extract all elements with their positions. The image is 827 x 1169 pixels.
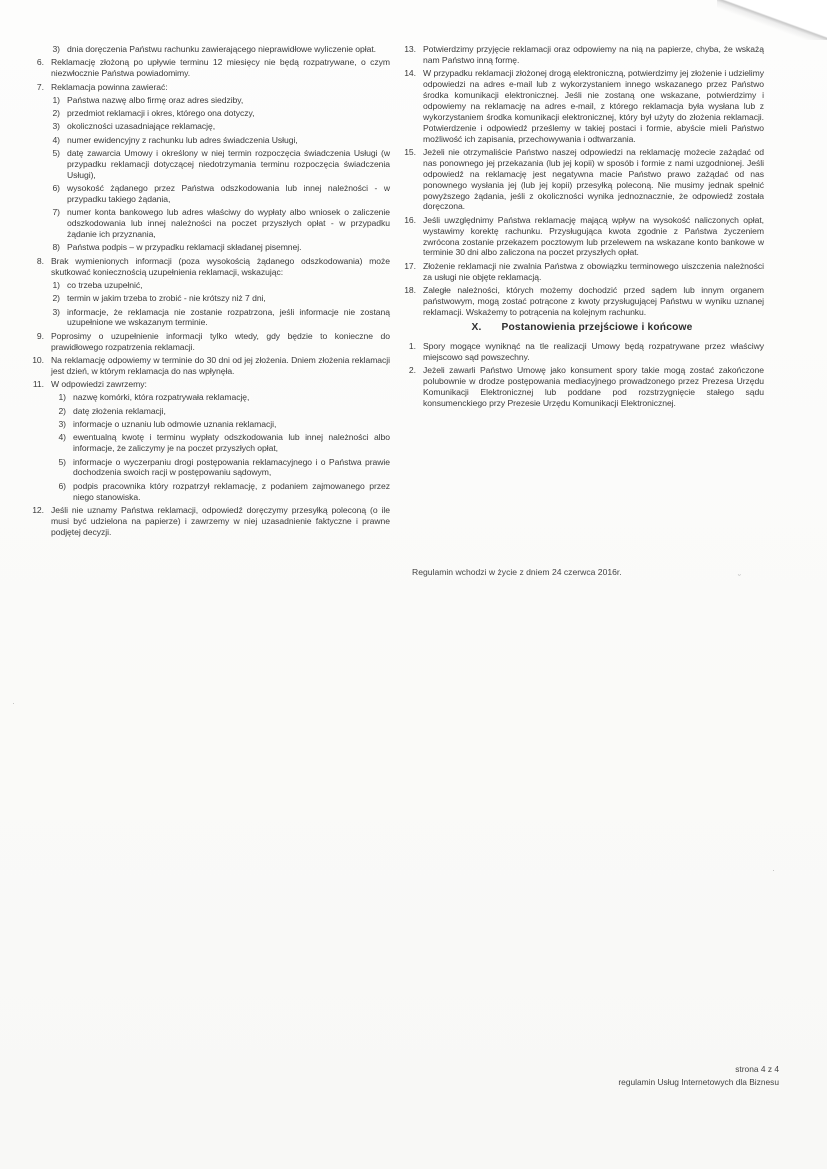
clause-number: 1)	[52, 279, 60, 290]
clause-number: 17.	[404, 260, 416, 271]
clause-text: Państwa podpis – w przypadku reklamacji składanej pisemnej.	[67, 242, 302, 253]
numbered-clause	[28, 82, 390, 93]
sub-clause	[44, 392, 390, 403]
clause-number: 8)	[52, 242, 60, 253]
sub-clause	[44, 148, 390, 181]
clause-number: 9.	[36, 330, 44, 341]
clause-text: Złożenie reklamacji nie zwalnia Państwa z obowiązku terminowego uiszczenia należności za usługi nie objęte reklamacją.	[423, 260, 764, 282]
clause-number: 6)	[58, 480, 66, 491]
clause-text: informacje o wyczerpaniu drogi postępowania reklamacyjnego i o Państwa prawie dochodzenia swoich racji w postępowaniu sądowym,	[73, 456, 390, 478]
sub-clause	[44, 481, 390, 503]
clause-number: 4)	[52, 134, 60, 145]
numbered-clause	[400, 147, 764, 212]
numbered-clause	[28, 331, 390, 353]
sub-clause	[44, 280, 390, 291]
clause-text: informacje, że reklamacja nie zostanie rozpatrzona, jeśli informacje nie zostaną uzupełnione we wskazanym terminie.	[67, 306, 390, 328]
clause-number: 2)	[58, 405, 66, 416]
numbered-clause	[28, 355, 390, 377]
clause-text: nazwę komórki, która rozpatrywała reklamację,	[73, 392, 250, 403]
sub-clause	[44, 44, 390, 55]
clause-text: Jeżeli nie otrzymaliście Państwo naszej odpowiedzi na reklamację możecie zażądać od nas ponownego jej przekazania (lub jej kopii) w sposób i formie z nami uzgodnionej. Jeśli odpowiedź na reklamację jest negatywna macie Państwo prawo zażądać od nas ponownego wysłania jej (lub jej kopii) przesyłką poleconą. Nie musimy jednak spełnić powyższego żądania, jeśli z okoliczności wynika jednoznacznie, że odpowiedź została doręczona.	[423, 146, 764, 212]
right-column	[400, 44, 764, 411]
numbered-clause	[400, 215, 764, 259]
sub-clause	[44, 183, 390, 205]
numbered-clause	[400, 285, 764, 318]
clause-text: numer ewidencyjny z rachunku lub adres świadczenia Usługi,	[67, 134, 298, 145]
clause-number: 13.	[404, 44, 416, 54]
clause-text: datę złożenia reklamacji,	[73, 405, 166, 416]
clause-number: 10.	[32, 354, 44, 365]
numbered-clause	[400, 68, 764, 144]
page-number: strona 4 z 4	[735, 1064, 779, 1074]
clause-text: Państwa nazwę albo firmę oraz adres siedziby,	[67, 94, 244, 105]
numbered-clause	[400, 341, 764, 363]
numbered-clause	[400, 365, 764, 409]
sub-clause	[44, 242, 390, 253]
clause-number: 3)	[52, 121, 60, 132]
clause-text: dnia doręczenia Państwu rachunku zawierającego nieprawidłowe wyliczenie opłat.	[67, 44, 376, 54]
clause-number: 6.	[36, 57, 44, 68]
clause-number: 3)	[52, 44, 60, 54]
clause-text: Potwierdzimy przyjęcie reklamacji oraz odpowiemy na nią na papierze, chyba, że wskażą nam Państwo inną formę.	[423, 44, 764, 65]
sub-clause	[44, 121, 390, 132]
clause-text: Zaległe należności, których możemy dochodzić przed sądem lub innym organem państwowym, mogą zostać potrącone z kwoty przysługującej Państwu w wyniku uznanej reklamacji. Wskażemy to potrącenia na kolejnym rachunku.	[423, 284, 764, 317]
clause-text: Jeśli nie uznamy Państwa reklamacji, odpowiedź doręczymy przesyłką poleconą (o ile musi być udzielona na papierze) i zawrzemy w niej uzasadnienie faktyczne i prawne podjętej decyzji.	[51, 504, 390, 537]
clause-number: 7)	[52, 207, 60, 218]
sub-clause	[44, 457, 390, 479]
numbered-clause	[28, 379, 390, 390]
section-items	[400, 341, 764, 409]
sub-clause	[44, 419, 390, 430]
clause-number: 3)	[58, 419, 66, 429]
page-footer	[618, 1063, 779, 1088]
clause-text: Spory mogące wyniknąć na tle realizacji Umowy będą rozpatrywane przez właściwy miejscowo sąd powszechny.	[423, 340, 764, 362]
clause-number: 2)	[52, 108, 60, 119]
scan-speck: ˘	[738, 573, 741, 583]
sub-clause	[44, 207, 390, 240]
clause-number: 1)	[58, 392, 66, 403]
clause-text: podpis pracownika który rozpatrzył reklamację, z podaniem zajmowanego przez niego stanowiska.	[73, 480, 390, 502]
clause-number: 1.	[408, 340, 416, 351]
numbered-clause	[28, 256, 390, 278]
folded-corner	[717, 0, 827, 40]
section-title: Postanowienia przejściowe i końcowe	[501, 321, 693, 333]
clause-number: 3)	[52, 306, 60, 317]
clause-text: Reklamacja powinna zawierać:	[51, 81, 168, 92]
clause-text: Brak wymienionych informacji (poza wysokością żądanego odszkodowania) może skutkować koniecznością uzupełnienia reklamacji, wskazując:	[51, 255, 390, 277]
validity-note: Regulamin wchodzi w życie z dniem 24 czerwca 2016r.	[412, 567, 622, 577]
document-name: regulamin Usług Internetowych dla Biznesu	[618, 1076, 779, 1087]
sub-clause	[44, 406, 390, 417]
clause-text: okoliczności uzasadniające reklamację,	[67, 121, 216, 132]
clause-number: 14.	[404, 68, 416, 79]
clause-number: 6)	[52, 183, 60, 194]
clause-text: Jeżeli zawarli Państwo Umowę jako konsument spory takie mogą zostać zakończone polubownie w drodze postępowania mediacyjnego prowadzonego przez Prezesa Urzędu Komunikacji Elektronicznej lub poddane pod rozstrzygnięcie stałego sądu konsumenckiego przy Prezesie Urzędu Komunikacji Elektronicznej.	[423, 364, 764, 408]
left-column	[28, 44, 390, 540]
clause-text: W odpowiedzi zawrzemy:	[51, 379, 147, 390]
clause-number: 12.	[32, 504, 44, 515]
clause-text: termin w jakim trzeba to zrobić - nie krótszy niż 7 dni,	[67, 293, 266, 304]
clause-number: 16.	[404, 214, 416, 225]
clause-text: Reklamację złożoną po upływie terminu 12 miesięcy nie będą rozpatrywane, o czym niezwłocznie Państwa powiadomimy.	[51, 57, 390, 79]
clause-text: informacje o uznaniu lub odmowie uznania reklamacji,	[73, 419, 277, 429]
sub-clause	[44, 432, 390, 454]
clause-text: co trzeba uzupełnić,	[67, 279, 143, 290]
clause-number: 5)	[52, 147, 60, 158]
sub-clause	[44, 307, 390, 329]
section-number: X.	[471, 321, 482, 333]
clause-number: 4)	[58, 432, 66, 443]
clause-text: Jeśli uwzględnimy Państwa reklamację mającą wpływ na wysokość naliczonych opłat, wystawimy korektę rachunku. Przysługująca kwota zgodnie z Państwa życzeniem zwrócona zostanie przekazem pocztowym lub przelewem na wskazane konto bankowe w terminie 30 dni albo zaliczona na poczet przyszłych opłat.	[423, 214, 764, 258]
clause-number: 1)	[52, 94, 60, 105]
clause-number: 15.	[404, 146, 416, 157]
clause-text: wysokość żądanego przez Państwa odszkodowania lub innej należności - w przypadku takiego żądania,	[67, 183, 390, 204]
right-column-list	[400, 44, 764, 318]
clause-text: numer konta bankowego lub adres właściwy do wypłaty albo wniosek o zaliczenie odszkodowania lub innej należności na poczet przyszłych opłat - w przypadku żądanie ich przyznania,	[67, 207, 390, 240]
clause-text: przedmiot reklamacji i okres, którego ona dotyczy,	[67, 108, 255, 119]
scan-speck: ·	[12, 698, 15, 708]
clause-number: 2)	[52, 293, 60, 304]
sub-clause	[44, 95, 390, 106]
clause-number: 5)	[58, 456, 66, 467]
clause-number: 18.	[404, 284, 416, 295]
numbered-clause	[28, 505, 390, 538]
clause-text: ewentualną kwotę i terminu wypłaty odszkodowania lub innej należności albo informacje, że zaliczymy je na poczet przyszłych opłat,	[73, 432, 390, 454]
sub-clause	[44, 135, 390, 146]
numbered-clause	[28, 57, 390, 79]
section-heading	[400, 323, 764, 334]
clause-text: W przypadku reklamacji złożonej drogą elektroniczną, potwierdzimy jej złożenie i udzielimy odpowiedzi na adres e-mail lub z wykorzystaniem innego wskazanego przez Państwo środka komunikacji elektronicznej. Jeśli nie zostaną one wskazane, potwierdzimy i odpowiemy na reklamację na adres e-mail, z którego reklamacja była wysłana lub z wykorzystaniem środka komunikacji elektronicznej, który był użyty do złożenia reklamacji. Potwierdzenie i odpowiedź prześlemy w takiej postaci i formie, abyście mieli Państwo możliwość ich zapisania, przechowywania i odtwarzania.	[423, 68, 764, 144]
clause-text: datę zawarcia Umowy i określony w niej termin rozpoczęcia świadczenia Usługi (w przypadku reklamacji dotyczącej niedotrzymania terminu rozpoczęcia świadczenia Usługi),	[67, 147, 390, 180]
clause-text: Na reklamację odpowiemy w terminie do 30 dni od jej złożenia. Dniem złożenia reklamacji jest dzień, w którym reklamacja do nas wpłynęła.	[51, 354, 390, 376]
clause-number: 7.	[36, 81, 44, 92]
sub-clause	[44, 108, 390, 119]
numbered-clause	[400, 44, 764, 66]
sub-clause	[44, 293, 390, 304]
scan-speck: ·	[772, 865, 775, 875]
clause-text: Poprosimy o uzupełnienie informacji tylko wtedy, gdy będzie to konieczne do prawidłowego rozpatrzenia reklamacji.	[51, 330, 390, 352]
clause-number: 8.	[36, 255, 44, 266]
numbered-clause	[400, 261, 764, 283]
clause-number: 11.	[32, 379, 44, 390]
clause-number: 2.	[408, 364, 416, 375]
